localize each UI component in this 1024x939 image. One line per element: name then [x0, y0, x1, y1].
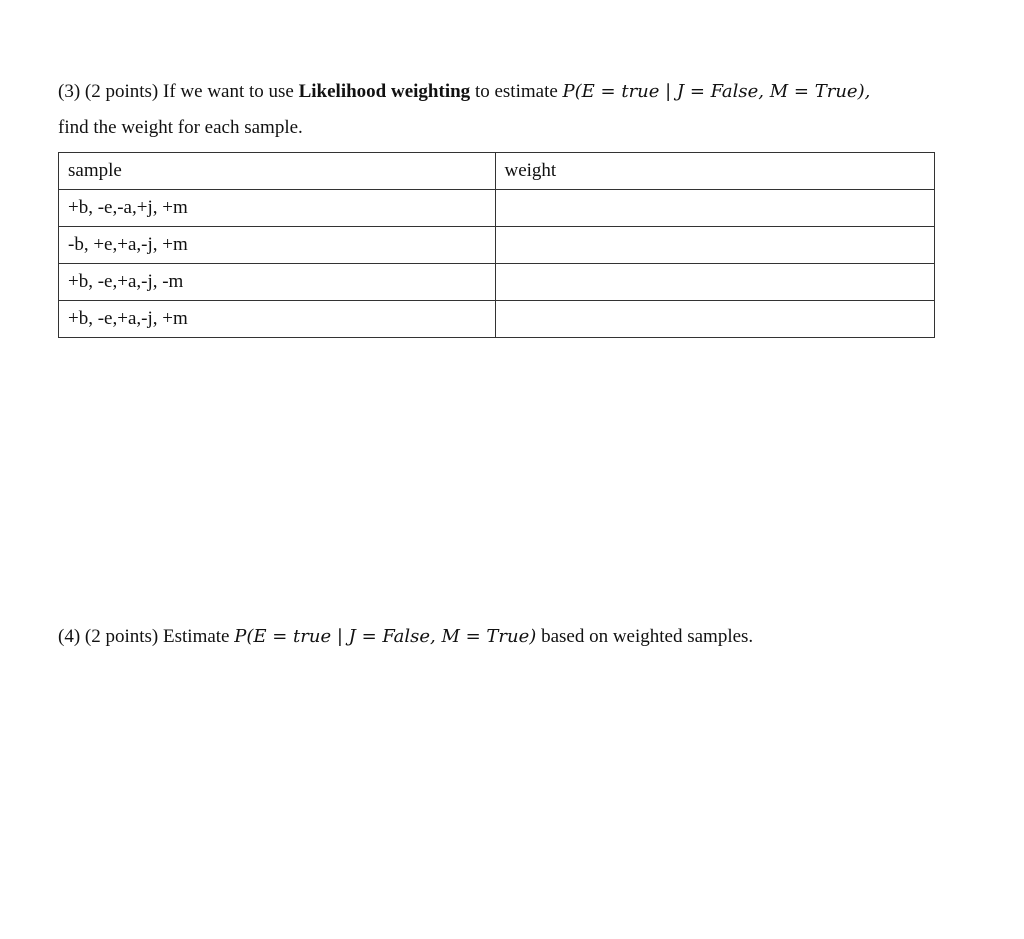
question-3-bold-term: Likelihood weighting — [298, 81, 471, 102]
sample-cell: +b, -e,+a,-j, -m — [59, 264, 496, 301]
table-row — [59, 227, 935, 264]
question-4-prefix: (4) (2 points) Estimate — [58, 626, 235, 647]
sample-weight-table — [58, 152, 935, 338]
weight-cell[interactable] — [495, 264, 935, 301]
question-3-formula: P(E = true | J = False, M = True), — [562, 81, 871, 102]
table-row — [59, 190, 935, 227]
table-header-row — [59, 153, 935, 190]
weight-cell[interactable] — [495, 227, 935, 264]
sample-cell: +b, -e,+a,-j, +m — [59, 301, 496, 338]
question-4-suffix: based on weighted samples. — [536, 626, 754, 647]
header-weight: weight — [495, 153, 935, 190]
question-3 — [58, 79, 958, 141]
question-3-line-2: find the weight for each sample. — [58, 117, 303, 138]
table-row — [59, 264, 935, 301]
sample-cell: -b, +e,+a,-j, +m — [59, 227, 496, 264]
table-row — [59, 301, 935, 338]
header-sample: sample — [59, 153, 496, 190]
question-3-prefix: (3) (2 points) If we want to use — [58, 81, 299, 102]
weight-cell[interactable] — [495, 301, 935, 338]
question-3-line-1 — [58, 79, 958, 105]
question-4-formula: P(E = true | J = False, M = True) — [234, 626, 537, 647]
question-3-mid: to estimate — [470, 81, 563, 102]
sample-cell: +b, -e,-a,+j, +m — [59, 190, 496, 227]
weight-cell[interactable] — [495, 190, 935, 227]
question-4 — [58, 624, 753, 650]
